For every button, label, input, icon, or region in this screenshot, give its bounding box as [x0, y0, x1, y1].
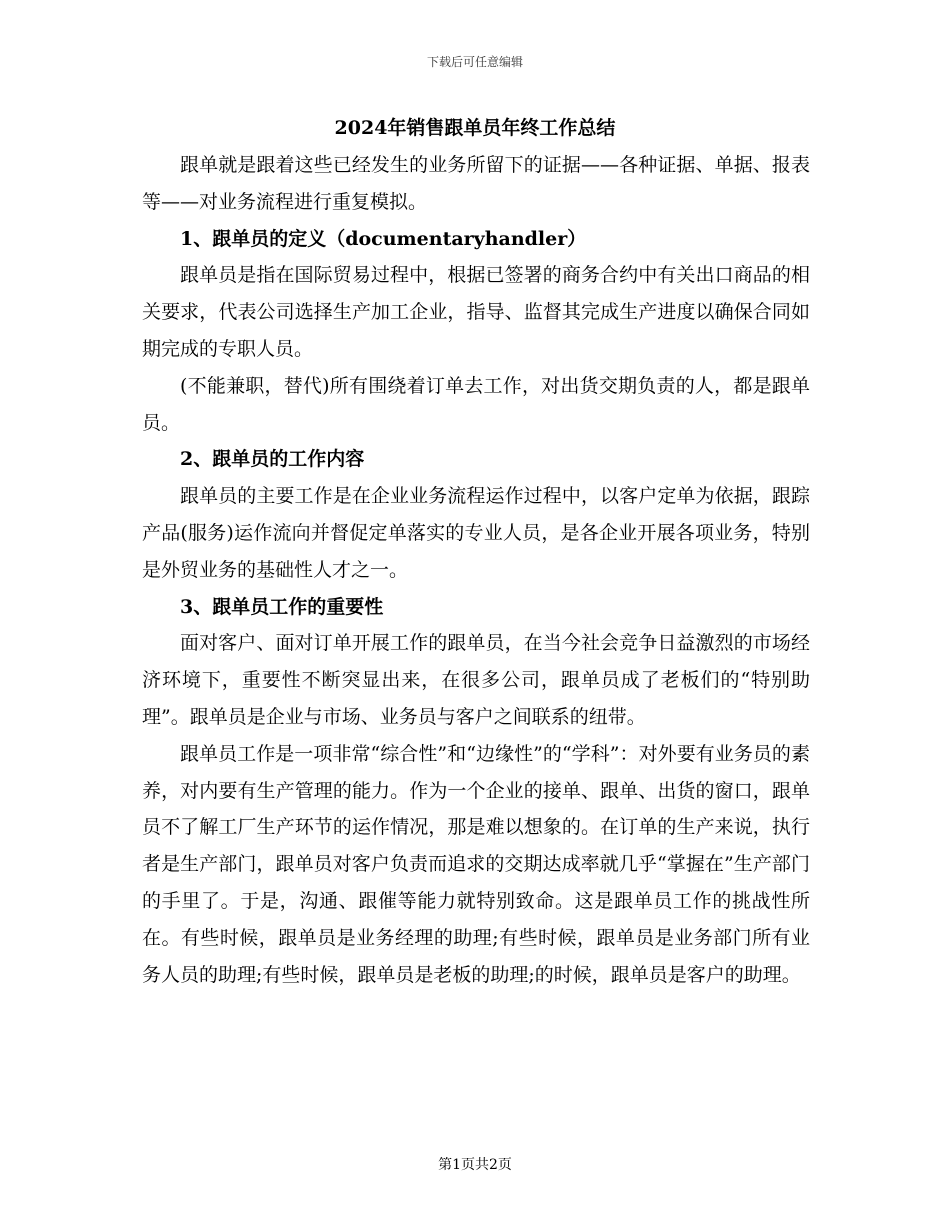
- definition-note-paragraph: (不能兼职，替代)所有围绕着订单去工作，对出货交期负责的人，都是跟单员。: [142, 374, 810, 434]
- section-heading-work-content: 2、跟单员的工作内容: [180, 448, 365, 471]
- page-header: 下载后可任意编辑: [426, 55, 523, 69]
- document-title: 2024年销售跟单员年终工作总结: [334, 117, 616, 139]
- section-heading-importance: 3、跟单员工作的重要性: [180, 595, 384, 618]
- importance-detail-paragraph: 跟单员工作是一项非常“综合性”和“边缘性”的“学科”：对外要有业务员的素养，对内要有生产管理的能力。作为一个企业的接单、跟单、出货的窗口，跟单员不了解工厂生产环节的运作情况，那是难以想象的。在订单的生产来说，执行者是生产部门，跟单员对客户负责而追求的交期达成率就几乎“掌握在”生产部门的手里了。于是，沟通、跟催等能力就特别致命。这是跟单员工作的挑战性所在。有些时候，跟单员是业务经理的助理;有些时候，跟单员是业务部门所有业务人员的助理;有些时候，跟单员是老板的助理;的时候，跟单员是客户的助理。: [142, 742, 810, 986]
- page-footer: 第1页共2页: [438, 1157, 512, 1173]
- document-body: [142, 147, 810, 993]
- section-heading-definition: 1、跟单员的定义（documentaryhandler）: [180, 227, 587, 250]
- importance-paragraph: 面对客户、面对订单开展工作的跟单员，在当今社会竞争日益激烈的市场经济环境下，重要性不断突显出来，在很多公司，跟单员成了老板们的“特别助理”。跟单员是企业与市场、业务员与客户之间联系的纽带。: [142, 632, 810, 728]
- definition-paragraph: 跟单员是指在国际贸易过程中，根据已签署的商务合约中有关出口商品的相关要求，代表公司选择生产加工企业，指导、监督其完成生产进度以确保合同如期完成的专职人员。: [142, 264, 810, 360]
- intro-paragraph: 跟单就是跟着这些已经发生的业务所留下的证据——各种证据、单据、报表等——对业务流程进行重复模拟。: [142, 154, 810, 213]
- work-content-paragraph: 跟单员的主要工作是在企业业务流程运作过程中，以客户定单为依据，跟踪产品(服务)运作流向并督促定单落实的专业人员，是各企业开展各项业务，特别是外贸业务的基础性人才之一。: [142, 485, 810, 581]
